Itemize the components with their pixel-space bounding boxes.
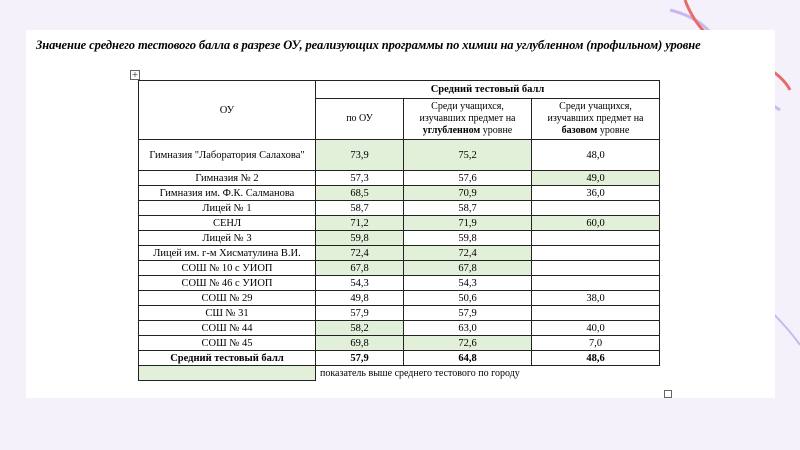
table-row (139, 186, 660, 201)
row-deep-value: 57,6 (404, 171, 532, 186)
row-base-value (532, 276, 660, 291)
row-deep-value: 54,3 (404, 276, 532, 291)
total-base-value: 48,6 (532, 351, 660, 366)
header-deep-post: уровне (482, 125, 513, 136)
row-ou-value: 69,8 (316, 336, 404, 351)
row-base-value: 60,0 (532, 216, 660, 231)
header-group: Средний тестовый балл (316, 81, 660, 99)
header-base-bold: базовом (561, 125, 598, 136)
row-ou-value: 68,5 (316, 186, 404, 201)
row-deep-value: 72,6 (404, 336, 532, 351)
row-deep-value: 57,9 (404, 306, 532, 321)
table-row (139, 216, 660, 231)
row-base-value (532, 261, 660, 276)
row-ou-value: 67,8 (316, 261, 404, 276)
row-name: СОШ № 29 (139, 291, 316, 306)
row-deep-value: 72,4 (404, 246, 532, 261)
table-row (139, 171, 660, 186)
row-name: СОШ № 10 с УИОП (139, 261, 316, 276)
table-row (139, 321, 660, 336)
row-base-value (532, 231, 660, 246)
table-move-handle-icon[interactable]: + (131, 70, 139, 79)
row-base-value: 40,0 (532, 321, 660, 336)
header-ou: ОУ (139, 81, 316, 140)
row-name: Лицей им. г-м Хисматулина В.И. (139, 246, 316, 261)
table-row (139, 140, 660, 171)
row-ou-value: 71,2 (316, 216, 404, 231)
row-deep-value: 63,0 (404, 321, 532, 336)
results-table (138, 80, 660, 381)
row-ou-value: 72,4 (316, 246, 404, 261)
row-deep-value: 71,9 (404, 216, 532, 231)
row-ou-value: 57,9 (316, 306, 404, 321)
row-base-value: 48,0 (532, 140, 660, 171)
row-name: СШ № 31 (139, 306, 316, 321)
header-base-post: уровне (599, 125, 630, 136)
row-deep-value: 50,6 (404, 291, 532, 306)
row-ou-value: 57,3 (316, 171, 404, 186)
row-deep-value: 67,8 (404, 261, 532, 276)
row-ou-value: 49,8 (316, 291, 404, 306)
total-row (139, 351, 660, 366)
header-deep-bold: углубленном (422, 125, 481, 136)
row-base-value (532, 246, 660, 261)
row-name: СЕНЛ (139, 216, 316, 231)
row-name: Гимназия им. Ф.К. Салманова (139, 186, 316, 201)
row-base-value (532, 201, 660, 216)
header-by-ou: по ОУ (316, 99, 404, 140)
row-ou-value: 54,3 (316, 276, 404, 291)
resize-handle-icon[interactable] (664, 390, 672, 398)
row-base-value: 38,0 (532, 291, 660, 306)
row-name: Лицей № 3 (139, 231, 316, 246)
row-name: Лицей № 1 (139, 201, 316, 216)
page-title: Значение среднего тестового балла в разрезе ОУ, реализующих программы по химии на углубленном (профильном) уровне (36, 38, 701, 52)
total-deep-value: 64,8 (404, 351, 532, 366)
header-base (532, 99, 660, 140)
table-row (139, 306, 660, 321)
total-label: Средний тестовый балл (139, 351, 316, 366)
row-name: СОШ № 45 (139, 336, 316, 351)
header-deep (404, 99, 532, 140)
row-ou-value: 73,9 (316, 140, 404, 171)
row-deep-value: 70,9 (404, 186, 532, 201)
row-ou-value: 59,8 (316, 231, 404, 246)
legend-swatch (139, 366, 316, 381)
row-name: СОШ № 46 с УИОП (139, 276, 316, 291)
table-row (139, 276, 660, 291)
legend-row (139, 366, 660, 381)
row-ou-value: 58,2 (316, 321, 404, 336)
row-deep-value: 58,7 (404, 201, 532, 216)
table-row (139, 336, 660, 351)
row-base-value (532, 306, 660, 321)
row-base-value: 49,0 (532, 171, 660, 186)
row-deep-value: 75,2 (404, 140, 532, 171)
table-row (139, 201, 660, 216)
row-name: Гимназия "Лаборатория Салахова" (139, 140, 316, 171)
legend-text: показатель выше среднего тестового по городу (320, 367, 520, 379)
row-deep-value: 59,8 (404, 231, 532, 246)
table-row (139, 261, 660, 276)
table-row (139, 291, 660, 306)
total-ou-value: 57,9 (316, 351, 404, 366)
row-base-value: 36,0 (532, 186, 660, 201)
header-base-pre: Среди учащихся, изучавших предмет на (547, 101, 644, 124)
row-name: Гимназия № 2 (139, 171, 316, 186)
slide-content (26, 30, 775, 398)
row-base-value: 7,0 (532, 336, 660, 351)
row-ou-value: 58,7 (316, 201, 404, 216)
table-row (139, 246, 660, 261)
table-row (139, 231, 660, 246)
header-deep-pre: Среди учащихся, изучавших предмет на (419, 101, 516, 124)
row-name: СОШ № 44 (139, 321, 316, 336)
